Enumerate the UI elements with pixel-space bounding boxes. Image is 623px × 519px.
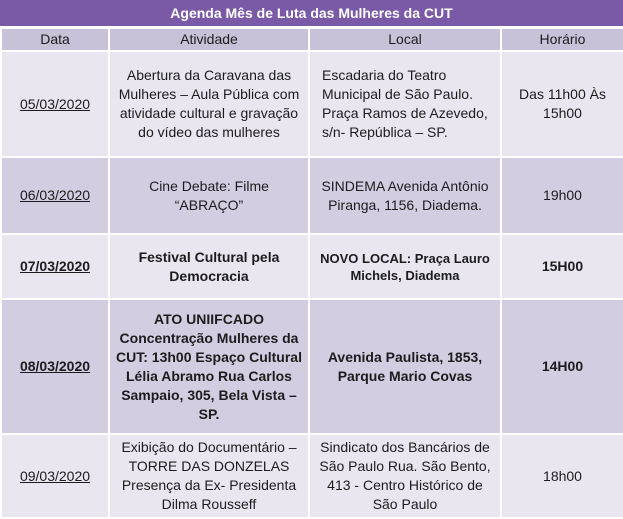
activity-cell: Festival Cultural pela Democracia xyxy=(109,234,309,299)
table-row xyxy=(1,51,623,157)
table-title: Agenda Mês de Luta das Mulheres da CUT xyxy=(0,0,623,27)
date-cell[interactable]: 05/03/2020 xyxy=(1,51,109,157)
date-cell[interactable]: 06/03/2020 xyxy=(1,157,109,234)
activity-cell: Exibição do Documentário – TORRE DAS DONZELAS Presença da Ex- Presidenta Dilma Rousseff xyxy=(109,434,309,518)
activity-cell: Abertura da Caravana das Mulheres – Aula Pública com atividade cultural e gravação do vídeo das mulheres xyxy=(109,51,309,157)
header-data: Data xyxy=(1,28,109,51)
time-cell: 14H00 xyxy=(501,299,623,434)
time-cell: 18h00 xyxy=(501,434,623,518)
location-cell: Avenida Paulista, 1853, Parque Mario Covas xyxy=(309,299,501,434)
time-cell: 15H00 xyxy=(501,234,623,299)
time-cell: 19h00 xyxy=(501,157,623,234)
activity-cell: Cine Debate: Filme “ABRAÇO” xyxy=(109,157,309,234)
date-cell[interactable]: 09/03/2020 xyxy=(1,434,109,518)
agenda-table xyxy=(0,27,623,519)
header-atividade: Atividade xyxy=(109,28,309,51)
table-row xyxy=(1,157,623,234)
location-cell: Sindicato dos Bancários de São Paulo Rua. São Bento, 413 - Centro Histórico de São Paulo xyxy=(309,434,501,518)
table-row xyxy=(1,234,623,299)
header-local: Local xyxy=(309,28,501,51)
header-row xyxy=(1,28,623,51)
header-horario: Horário xyxy=(501,28,623,51)
time-cell: Das 11h00 Às 15h00 xyxy=(501,51,623,157)
location-cell: SINDEMA Avenida Antônio Piranga, 1156, Diadema. xyxy=(309,157,501,234)
date-cell[interactable]: 07/03/2020 xyxy=(1,234,109,299)
table-row xyxy=(1,299,623,434)
activity-cell: ATO UNIIFCADO Concentração Mulheres da CUT: 13h00 Espaço Cultural Lélia Abramo Rua Carlos Sampaio, 305, Bela Vista – SP. xyxy=(109,299,309,434)
location-cell: NOVO LOCAL: Praça Lauro Michels, Diadema xyxy=(309,234,501,299)
table-row xyxy=(1,434,623,518)
date-cell[interactable]: 08/03/2020 xyxy=(1,299,109,434)
location-cell: Escadaria do Teatro Municipal de São Paulo. Praça Ramos de Azevedo, s/n- República – SP. xyxy=(309,51,501,157)
